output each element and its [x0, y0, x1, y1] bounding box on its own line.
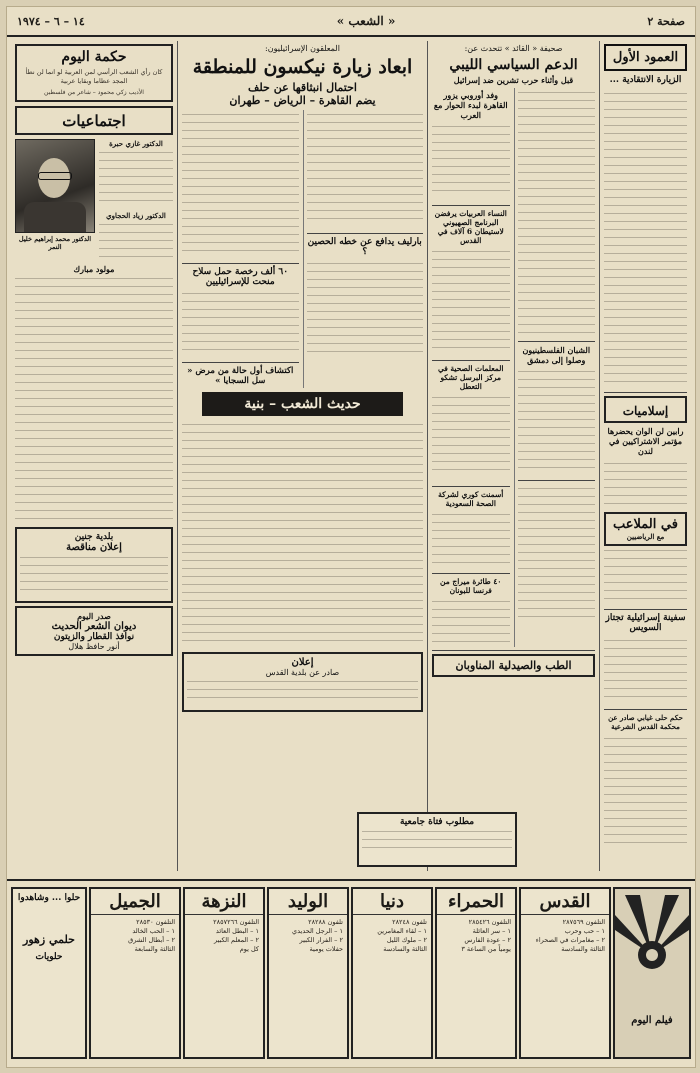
korean-cement-headline: أسمنت كوري لشركة الصحة السعودية: [438, 490, 504, 508]
cinema-film-1: ١ – حب وحرب: [564, 927, 605, 935]
film-poster-graphic: [615, 895, 689, 1015]
nixon-visit-subhead-1: احتمال انبثاقها عن حلف: [248, 81, 357, 94]
barlev-headline: بارليف يدافع عن خطه الحصين ؟: [307, 237, 422, 257]
poetry-ad-box: [15, 606, 173, 656]
sweets-line-1: حلوا ... وشاهدوا: [17, 893, 81, 903]
wisdom-author: الأديب زكي محمود – شاعر من فلسطين: [44, 89, 144, 96]
korean-cement-body: [432, 510, 510, 570]
doctor-2-name: الدكتور غازي حبرة: [109, 138, 163, 148]
court-body: [604, 734, 687, 854]
cinema-film-1: ١ – الرجل الحديدي: [292, 927, 343, 935]
doctor-3-body: [99, 220, 173, 260]
pharmacy-title: الطب والصيدلية المناوبان: [455, 659, 572, 672]
nixon-visit-body-left: [307, 110, 424, 230]
social-title: اجتماعيات: [62, 111, 126, 130]
course-notice-title: مطلوب فتاة جامعية: [399, 817, 475, 827]
islamiyat-banner: [604, 396, 687, 423]
column-center: [177, 41, 427, 871]
first-column-headline: الزيارة الانتقادية ...: [609, 75, 682, 85]
palestinian-youth-headline: الشبان الفلسطينيون وصلوا إلى دمشق: [522, 345, 591, 365]
cinema-phone: التلفون ٢٨٥٣٠: [136, 918, 175, 926]
portrait-suit-icon: [24, 202, 86, 232]
cinema-times: حفلات يومية: [309, 945, 343, 953]
cinema-phone: التلفون ٢٨٥٧٢٦٦: [213, 918, 259, 926]
sweets-ad: [11, 887, 87, 1059]
page-header: [7, 7, 695, 37]
social-body: [15, 274, 173, 524]
cinema-name: القدس: [521, 889, 609, 915]
hadith-banner: حديث الشعب – بنية: [202, 392, 403, 416]
cinema-phone: تلفون ٢٨٢٤٨: [392, 918, 427, 926]
cinema-film-2: ٢ – عودة الفارس: [464, 936, 511, 944]
notice-title: إعلان: [291, 657, 314, 668]
cinema-listing: [185, 915, 263, 957]
sports-subtitle: مع الرياضيين: [626, 532, 665, 541]
paper-name: « الشعب »: [336, 14, 396, 28]
doctor-3-name: الدكتور زياد الحجاوي: [106, 210, 166, 220]
wisdom-title: حكمة اليوم: [61, 49, 127, 65]
cinema-times: الثالثة والسادسة: [383, 945, 427, 953]
cinema-ad-hamra: [435, 887, 517, 1059]
israeli-commentators-kicker: المعلقون الإسرائيليون:: [265, 44, 340, 53]
cinema-listing: [353, 915, 431, 957]
cinema-ads-row: [7, 879, 695, 1067]
health-teachers-body: [432, 393, 510, 483]
cinema-ad-jamil: [89, 887, 181, 1059]
notice-body: [187, 677, 418, 707]
cinema-film-1: ١ – سر العائلة: [472, 927, 511, 935]
doctor-caption: الدكتور محمد إبراهيم خليل النمر: [18, 234, 92, 251]
cinema-name: النزهة: [185, 889, 263, 915]
cinema-name: الجميل: [91, 889, 179, 915]
european-delegation-body: [432, 122, 510, 202]
newspaper-page: [6, 6, 696, 1068]
cinema-ad-walid: [267, 887, 349, 1059]
film-poster-ad: [613, 887, 691, 1059]
nixon-visit-subhead-2: يضم القاهرة – الرياض – طهران: [229, 94, 376, 107]
health-teachers-headline: المعلمات الصحية في مركز البرسل تشكو التعطل: [437, 364, 504, 391]
libyan-support-body: [518, 88, 596, 338]
first-column-body: [604, 89, 687, 389]
notice-subtitle: صادر عن بلدية القدس: [265, 668, 340, 677]
tender-subtitle: إعلان مناقصة: [66, 541, 122, 553]
islamiyat-title: إسلاميات: [622, 404, 669, 418]
arab-women-headline: النساء العربيات يرفضن البرنامج الصهيوني لاستيطان 6 آلاف في القدس: [434, 209, 507, 245]
nixon-visit-headline: ابعاد زيارة نيكسون للمنطقة: [192, 56, 413, 78]
cinema-phone: التلفون ٢٨٧٥٦٩: [562, 918, 605, 926]
cinema-listing: [91, 915, 179, 957]
cinema-listing: [269, 915, 347, 957]
poetry-subtitle: ديوان الشعر الحديث: [51, 620, 137, 632]
cinema-listing: [437, 915, 515, 957]
cinema-ad-quds: [519, 887, 611, 1059]
page-number: صفحة ٢: [647, 14, 685, 28]
course-notice: [357, 812, 517, 867]
palestinian-youth-body: [518, 367, 596, 477]
ship-body: [604, 636, 687, 706]
poster-sun-core: [646, 949, 658, 961]
cinema-ad-nuzha: [183, 887, 265, 1059]
course-notice-body: [362, 827, 512, 857]
column-left: [11, 41, 177, 871]
poetry-title: صدر اليوم: [77, 610, 111, 621]
cinema-film-2: ٢ – الفرار الكبير: [299, 936, 343, 944]
column-continuation: [518, 484, 596, 624]
arms-licences-headline: ٦٠ ألف رخصة حمل سلاح منحت للإسرائيليين: [192, 267, 289, 287]
cinema-name: الحمراء: [437, 889, 515, 915]
cinema-phone: التلفون ٢٨٥٤٢٦: [468, 918, 511, 926]
arab-women-body: [432, 247, 510, 357]
court-headline: حكم حلى غيابي صادر عن محكمة القدس الشرعية: [608, 713, 683, 731]
sweets-line-2: حلمي زهور: [23, 933, 75, 946]
cinema-times: الثالثة والسابعة: [134, 945, 175, 953]
libyan-support-subhead: قبل وأثناء حرب تشرين ضد إسرائيل: [453, 75, 574, 85]
cinema-film-2: ٢ – مغامرات في الصحراء: [535, 936, 605, 944]
rabin-body: [604, 459, 687, 509]
cinema-phone: تلفون ٢٨٢٨٨: [308, 918, 343, 926]
sweets-line-3: حلويات: [35, 952, 63, 962]
doctor-portrait: [15, 139, 95, 233]
cinema-film-2: ٢ – المعلم الكبير: [214, 936, 259, 944]
cinema-ad-dunya: [351, 887, 433, 1059]
hadith-body: [182, 420, 423, 650]
jenin-tender-box: [15, 527, 173, 603]
portrait-glasses-icon: [38, 172, 72, 180]
cinema-name: دنيا: [353, 889, 431, 915]
wisdom-text: كان رأي الشعب الرأسي لمن العربية لو انما لن نطأ المجد عظاما وبقايا عربية: [25, 68, 163, 85]
doctor-2-body: [99, 148, 173, 208]
libyan-support-headline: الدعم السياسي الليبي: [449, 57, 578, 73]
tender-title: بلدية جنين: [74, 531, 114, 542]
cinema-times: يومياً من الساعة ٣: [461, 945, 511, 953]
sports-body: [604, 546, 687, 606]
rabin-headline: رابين لن الوان يحضرها مؤتمر الاشتراكيين في لندن: [607, 426, 684, 456]
tender-body: [20, 553, 168, 598]
cinema-listing: [521, 915, 609, 957]
poetry-subtitle-2: نوافذ القطار والزيتون: [53, 631, 135, 642]
cinema-film-1: ١ – البطل العائد: [215, 927, 259, 935]
municipality-notice: [182, 652, 423, 712]
sports-title: في الملاعب: [613, 517, 678, 532]
mirage-headline: ٤٠ طائرة ميراج من فرنسا للبونان: [440, 577, 502, 595]
cinema-film-1: ١ – الحب الخالد: [132, 927, 175, 935]
cinema-film-2: ٢ – أبطال الشرق: [128, 936, 175, 944]
column-right: [427, 41, 599, 871]
wisdom-box: [15, 44, 173, 102]
sports-banner: [604, 512, 687, 546]
masthead-first-column: العمود الأول: [604, 44, 687, 71]
cinema-times: الثالثة والسادسة: [561, 945, 605, 953]
ship-headline: سفينة إسرائيلية تجتاز السويس: [605, 613, 686, 633]
mirage-body: [432, 597, 510, 647]
pharmacy-box: [432, 654, 595, 677]
disease-headline: اكتشاف أول حالة من مرض « سل السجايا »: [187, 366, 294, 386]
poetry-author: أنور حافظ هلال: [68, 641, 120, 651]
film-poster-label: فيلم اليوم: [631, 1015, 673, 1026]
nixon-visit-body-right: [182, 110, 299, 260]
cinema-film-2: ٢ – ملوك الليل: [386, 936, 427, 944]
qaid-kicker: صحيفة « القائد » تتحدث عن:: [464, 44, 563, 53]
european-delegation-headline: وفد أوروبي يزور القاهرة لبدء الحوار مع العرب: [433, 90, 508, 120]
issue-date: ١٤ – ٦ – ١٩٧٤: [17, 14, 85, 28]
column-far-right: [599, 41, 691, 871]
cinema-film-1: ١ – لقاء المغامرين: [377, 927, 427, 935]
arms-licences-body: [182, 289, 299, 359]
births-title: مولود مبارك: [73, 263, 115, 274]
barlev-body: [307, 259, 424, 359]
cinema-name: الوليد: [269, 889, 347, 915]
social-banner: [15, 106, 173, 135]
cinema-times: كل يوم: [239, 945, 259, 953]
